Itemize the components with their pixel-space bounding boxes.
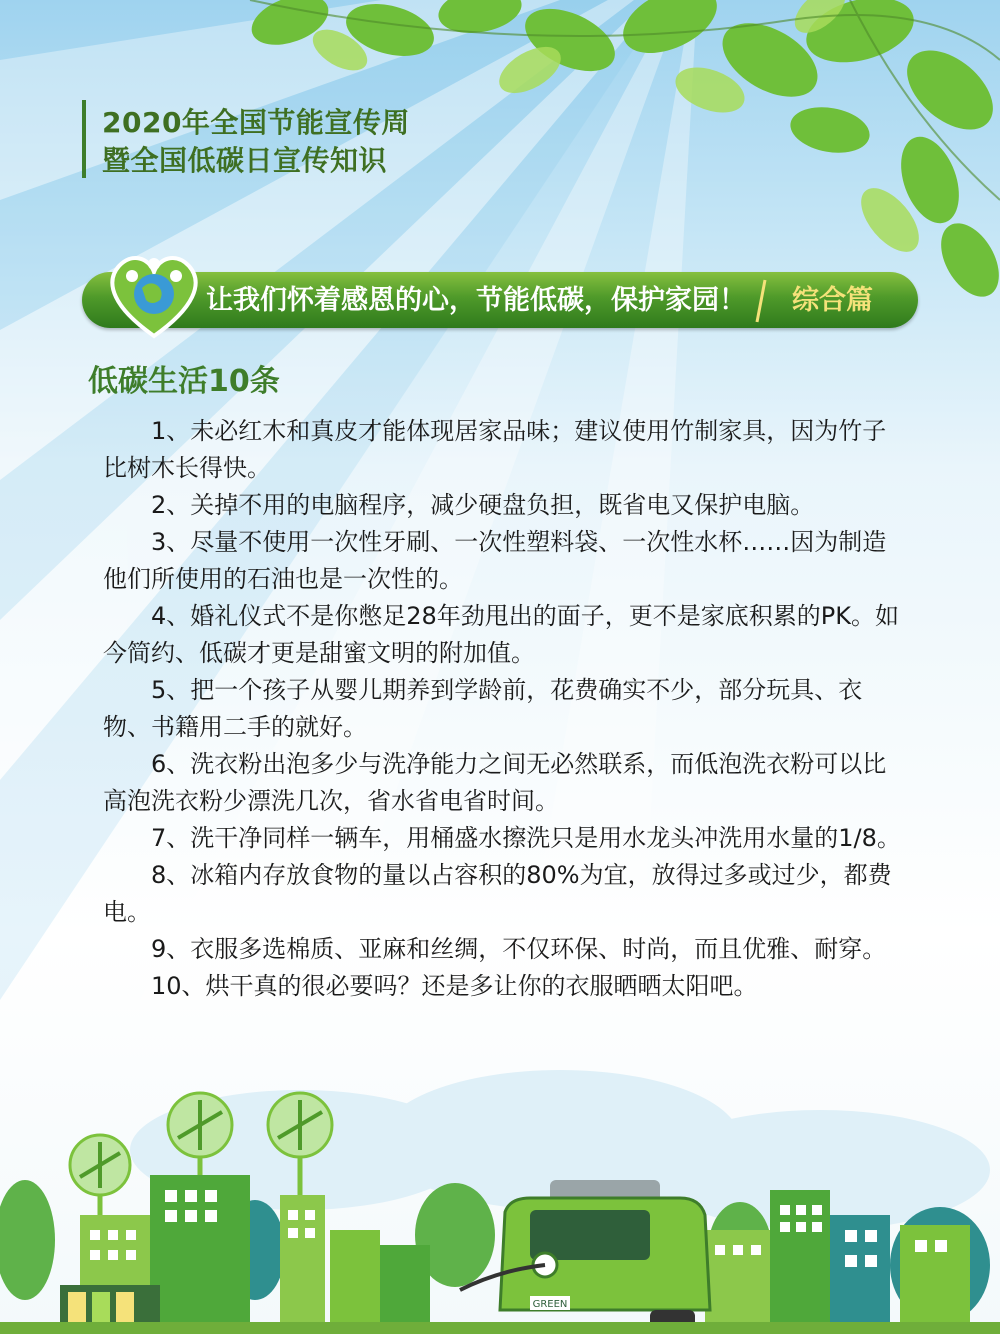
list-item: 4、婚礼仪式不是你憋足28年劲甩出的面子，更不是家底积累的PK。如今简约、低碳才更是甜蜜文明的附加值。 [103,602,900,667]
banner-tag: 综合篇 [792,285,873,316]
list-item: 5、把一个孩子从婴儿期养到学龄前，花费确实不少，部分玩具、衣物、书籍用二手的就好。 [103,676,863,741]
list-item: 8、冰箱内存放食物的量以占容积的80%为宜，放得过多或过少，都费电。 [103,861,892,926]
banner-separator [754,278,768,324]
list-item: 9、衣服多选棉质、亚麻和丝绸，不仅环保、时尚，而且优雅、耐穿。 [151,935,887,963]
banner-slogan: 让我们怀着感恩的心，节能低碳，保护家园！ [206,285,746,316]
section-title: 低碳生活10条 [88,364,280,399]
title-line-2: 暨全国低碳日宣传知识 [102,144,388,177]
tips-list [103,413,903,1005]
heart-globe-logo-icon [104,248,204,340]
title-accent-bar [82,100,86,178]
list-item: 2、关掉不用的电脑程序，减少硬盘负担，既省电又保护电脑。 [151,491,815,519]
list-item: 1、未必红木和真皮才能体现居家品味；建议使用竹制家具，因为竹子比树木长得快。 [103,417,887,482]
car-plate: GREEN [532,1299,568,1310]
list-item: 6、洗衣粉出泡多少与洗净能力之间无必然联系，而低泡洗衣粉可以比高泡洗衣粉少漂洗几次，省水省电省时间。 [103,750,887,815]
green-city-illustration [0,1000,1000,1334]
list-item: 3、尽量不使用一次性牙刷、一次性塑料袋、一次性水杯……因为制造他们所使用的石油也是一次性的。 [103,528,887,593]
list-item: 7、洗干净同样一辆车，用桶盛水擦洗只是用水龙头冲洗用水量的1/8。 [151,824,901,852]
page-title [102,104,410,180]
list-item: 10、烘干真的很必要吗？还是多让你的衣服晒晒太阳吧。 [151,972,758,1000]
title-line-1: 2020年全国节能宣传周 [102,106,410,139]
